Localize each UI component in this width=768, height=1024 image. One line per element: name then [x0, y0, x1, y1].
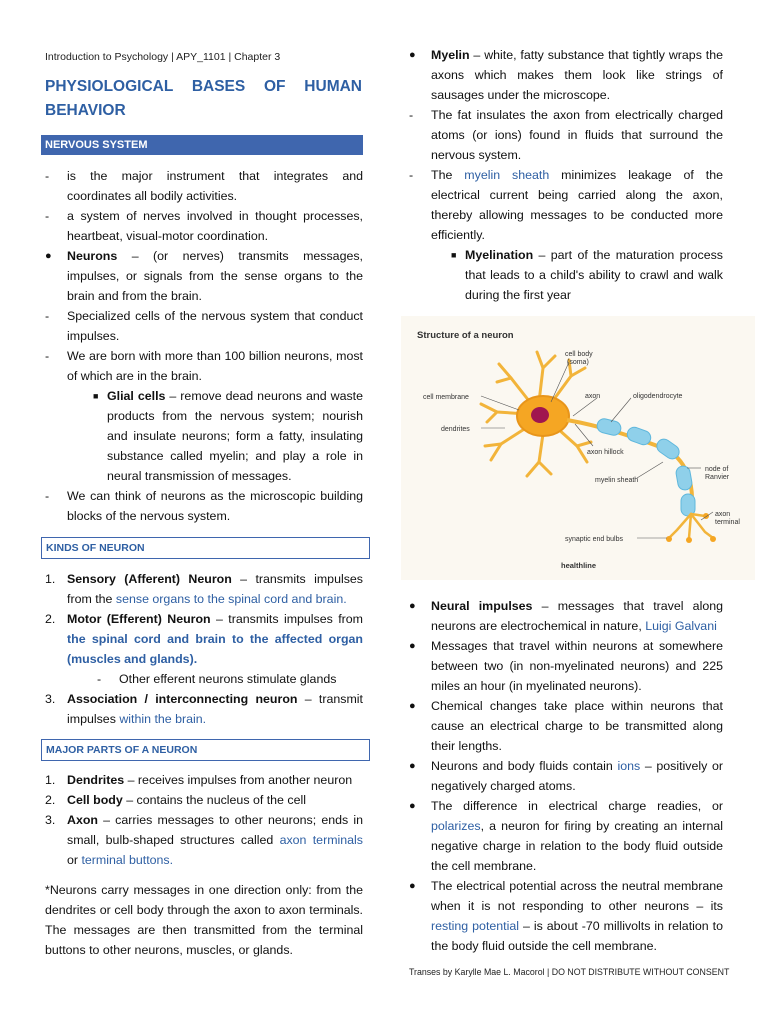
list-item: - a system of nerves involved in thought processes, heartbeat, visual-motor coordination.: [45, 206, 363, 246]
list-item: - is the major instrument that integrates and coordinates all bodily activities.: [45, 166, 363, 206]
label-ranvier: Ranvier: [705, 474, 730, 481]
term-neurons: Neurons: [67, 249, 118, 263]
neuron-illustration: [401, 316, 755, 580]
label-myelin-sheath: myelin sheath: [595, 477, 639, 484]
section-heading-major-parts: MAJOR PARTS OF A NEURON: [41, 739, 370, 761]
dash-marker: -: [97, 672, 102, 686]
dash-marker: -: [409, 168, 414, 182]
list-item: ● Myelin – white, fatty substance that tightly wraps the axons which makes them look like strings of sausages under the microscope.: [409, 45, 723, 105]
label-oligodendrocyte: oligodendrocyte: [633, 393, 683, 400]
list-item: - Specialized cells of the nervous system that conduct impulses.: [45, 306, 363, 346]
myelin-sheath-shape: [596, 417, 695, 516]
kinds-of-neuron-list: [45, 569, 363, 729]
dash-marker: -: [45, 309, 50, 323]
list-item: ■ Myelination – part of the maturation process that leads to a child's ability to crawl and walk during the first year: [409, 245, 723, 305]
list-item: 2. Motor (Efferent) Neuron – transmits impulses from the spinal cord and brain to the affected organ (muscles and glands).: [45, 612, 363, 666]
list-item: ● The difference in electrical charge readies, or polarizes, a neuron for firing by creating an internal negative charge in relation to the body fluid outside the cell membrane.: [409, 796, 723, 876]
label-cell-membrane: cell membrane: [423, 394, 469, 401]
dash-marker: -: [45, 489, 50, 503]
bullet-icon: ●: [409, 880, 416, 892]
page-title-line2: BEHAVIOR: [45, 102, 126, 119]
dash-marker: -: [409, 108, 414, 122]
page-footer: Transes by Karylle Mae L. Macorol | DO NOT DISTRIBUTE WITHOUT CONSENT: [409, 967, 730, 977]
running-header: Introduction to Psychology | APY_1101 | Chapter 3: [45, 51, 281, 63]
list-item: ● Neural impulses – messages that travel along neurons are electrochemical in nature, Luigi Galvani: [409, 596, 723, 636]
dash-marker: -: [45, 169, 50, 183]
label-axon: axon: [585, 393, 601, 400]
bullet-icon: ●: [409, 640, 416, 652]
list-item: ● Messages that travel within neurons at somewhere between two (in non-myelinated neurons) and 225 miles an hour (in myelinated neurons).: [409, 636, 723, 696]
list-item: - Other efferent neurons stimulate glands: [45, 669, 363, 689]
list-item: 3. Axon – carries messages to other neurons; ends in small, bulb-shaped structures called axon terminals or terminal buttons.: [45, 813, 364, 867]
label-axon-terminal-1: axon: [715, 511, 731, 518]
list-item: 2. Cell body – contains the nucleus of the cell: [45, 793, 306, 807]
bullet-icon: ●: [409, 600, 416, 612]
bullet-icon: ●: [45, 250, 52, 262]
nervous-system-list: [45, 166, 363, 526]
list-item: ■ Glial cells – remove dead neurons and waste products from the nervous system; nourish and insulate neurons; form a fatty, insulating substance called myelin; and play a role in neural transmission of messages.: [45, 386, 363, 486]
note-paragraph: *Neurons carry messages in one direction only: from the dendrites or cell body through the axon to axon terminals. The messages are then transmitted from the terminal buttons to other neurons, muscles, or glands.: [45, 883, 363, 957]
list-item: ● Chemical changes take place within neurons that cause an electrical charge to be transmitted along their lengths.: [409, 696, 723, 756]
label-axon-terminal-2: terminal: [715, 519, 740, 526]
figure-title: Structure of a neuron: [417, 330, 514, 341]
nucleus-shape: [531, 407, 549, 423]
list-item: ● Neurons – (or nerves) transmits messages, impulses, or signals from the sense organs to the brain and from the brain.: [45, 246, 363, 306]
label-node-of: node of: [705, 466, 729, 473]
neural-impulses-list: [409, 596, 723, 956]
list-item: - We can think of neurons as the microscopic building blocks of the nervous system.: [45, 486, 363, 526]
label-soma: (soma): [567, 359, 589, 366]
page-title-line1: PHYSIOLOGICAL BASES OF HUMAN: [45, 78, 362, 95]
bullet-icon: ●: [409, 700, 416, 712]
neuron-structure-figure: [401, 316, 755, 580]
label-synaptic-end-bulbs: synaptic end bulbs: [565, 536, 623, 543]
dash-marker: -: [45, 349, 50, 363]
list-item: 1. Dendrites – receives impulses from another neuron: [45, 773, 353, 787]
major-parts-list: [45, 770, 363, 960]
list-item: - The myelin sheath minimizes leakage of the electrical current being carried along the axon, thereby allowing messages to be conducted more efficiently.: [409, 165, 723, 245]
list-item: ● The electrical potential across the neutral membrane when it is not responding to other neurons – its resting potential – is about -70 millivolts in relation to the body fluid outside the cell membrane.: [409, 876, 723, 956]
bullet-icon: ●: [409, 760, 416, 772]
term-glial-cells: Glial cells: [107, 389, 166, 403]
label-dendrites: dendrites: [441, 426, 470, 433]
section-heading-kinds-of-neuron: KINDS OF NEURON: [41, 537, 370, 559]
list-item: - The fat insulates the axon from electrically charged atoms (or ions) found in fluids that surround the nervous system.: [409, 105, 723, 165]
list-item: 1. Sensory (Afferent) Neuron – transmits impulses from the sense organs to the spinal cord and brain.: [45, 572, 363, 606]
square-bullet-icon: ■: [451, 250, 457, 260]
list-item: - We are born with more than 100 billion neurons, most of which are in the brain.: [45, 346, 363, 386]
label-axon-hillock: axon hillock: [587, 449, 624, 456]
section-heading-nervous-system: NERVOUS SYSTEM: [41, 135, 363, 155]
square-bullet-icon: ■: [93, 391, 99, 401]
figure-credit: healthline: [561, 561, 597, 570]
bullet-icon: ●: [409, 49, 416, 61]
list-item: ● Neurons and body fluids contain ions – positively or negatively charged atoms.: [409, 756, 723, 796]
list-item: 3. Association / interconnecting neuron – transmit impulses within the brain.: [45, 692, 363, 726]
label-cell-body: cell body: [565, 351, 593, 358]
myelin-list: [409, 45, 723, 305]
bullet-icon: ●: [409, 800, 416, 812]
dash-marker: -: [45, 209, 50, 223]
